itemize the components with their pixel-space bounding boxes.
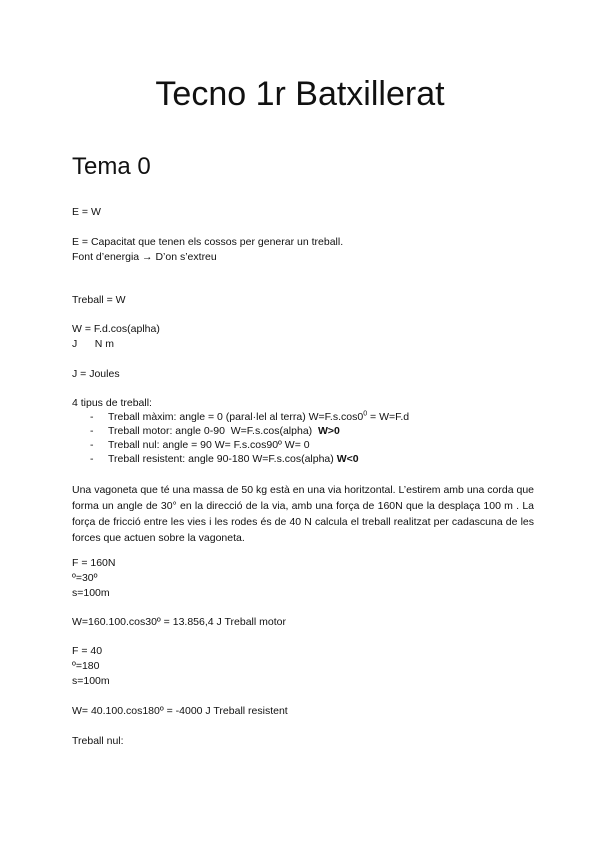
list-dash: -	[90, 425, 94, 437]
calc1-angle: º=30º	[72, 572, 98, 584]
null-work-heading: Treball nul:	[72, 735, 124, 747]
list-item	[90, 424, 409, 438]
energy-definition: E = Capacitat que tenen els cossos per generar un treball.	[72, 236, 344, 248]
work-formula: W = F.d.cos(aplha)	[72, 323, 160, 335]
list-item-text: Treball motor: angle 0-90 W=F.s.cos(alpha)	[108, 425, 318, 437]
list-item-bold: W>0	[318, 425, 340, 437]
list-item-superscript: 0	[363, 410, 368, 418]
work-equation: Treball = W	[72, 294, 126, 306]
list-dash: -	[90, 453, 94, 465]
calc2-force: F = 40	[72, 645, 103, 657]
list-item-after: = W=F.d	[367, 411, 410, 423]
list-dash: -	[90, 439, 94, 451]
calc2-result: W= 40.100.cos180º = -4000 J Treball resistent	[72, 705, 288, 717]
list-item-text: Treball resistent: angle 90-180 W=F.s.cos(alpha)	[108, 453, 337, 465]
list-item-text: Treball màxim: angle = 0 (paral·lel al terra) W=F.s.cos0	[108, 411, 364, 423]
calc2-distance: s=100m	[72, 675, 110, 687]
calc1-distance: s=100m	[72, 587, 110, 599]
work-types-intro: 4 tipus de treball:	[72, 397, 152, 409]
document-title: Tecno 1r Batxillerat	[155, 75, 445, 113]
list-dash: -	[90, 411, 94, 423]
joules-definition: J = Joules	[72, 368, 120, 380]
calc1-force: F = 160N	[72, 557, 116, 569]
list-item	[90, 452, 409, 466]
work-units: J N m	[72, 338, 114, 350]
calc2-angle: º=180	[72, 660, 100, 672]
work-types-list	[90, 410, 409, 466]
list-item-text: Treball nul: angle = 90 W= F.s.cos90º W= 0	[108, 439, 310, 451]
list-item	[90, 438, 409, 452]
list-item	[90, 410, 409, 424]
problem-statement: Una vagoneta que té una massa de 50 kg està en una via horitzontal. L’estirem amb una corda que forma un angle de 30° en la direcció de la via, amb una força de 160N que la desplaça 100 m . La força de fricció entre les vies i les rodes és de 40 N calcula el treball realitzat per cadascuna de les forces que actuen sobre la vagoneta.	[72, 484, 534, 544]
energy-source: Font d’energia → D’on s’extreu	[72, 251, 217, 263]
energy-equation: E = W	[72, 206, 101, 218]
calc1-result: W=160.100.cos30º = 13.856,4 J Treball motor	[72, 616, 286, 628]
list-item-bold: W<0	[336, 453, 359, 465]
section-heading: Tema 0	[72, 153, 151, 180]
